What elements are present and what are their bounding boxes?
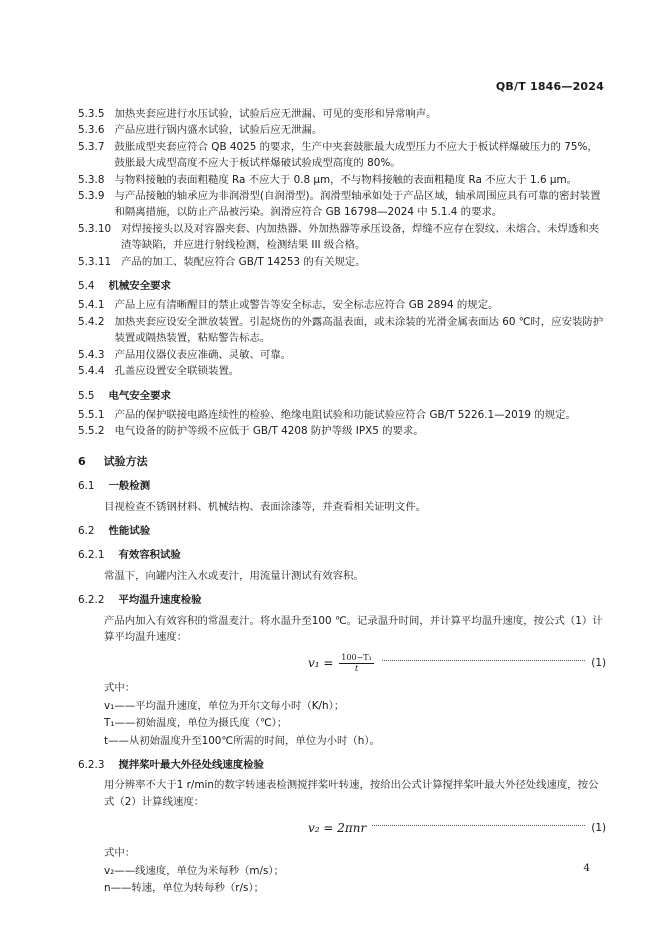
clause-number: 5.3.5 [78, 108, 105, 120]
section-6-2-1-body: 常温下，向罐内注入水或麦汁，用流量计测试有效容积。 [104, 569, 364, 582]
clause-5-4-1 [78, 297, 606, 313]
clause-number: 5.3.7 [78, 140, 105, 153]
formula-1 [78, 650, 606, 676]
where-label: 式中： [104, 682, 136, 695]
clause-5-3-6 [78, 122, 606, 138]
clause-number: 5.4.4 [78, 365, 105, 378]
clause-5-5-1 [78, 407, 606, 423]
clause-number: 5.3.10 [78, 222, 112, 235]
clause-text: 产品应进行锅内盛水试验，试验后应无泄漏。 [114, 124, 323, 137]
section-number: 5.5 [78, 389, 95, 402]
clause-text: 与物料接触的表面粗糙度 Ra 不应大于 0.8 μm，不与物料接触的表面粗糙度 Ra 不应大于 1.6 μm。 [114, 173, 577, 186]
variable-definition: v₁——平均温升速度，单位为开尔文每小时（K/h）； [104, 699, 345, 712]
variable-definition: n——转速，单位为转每秒（r/s）； [104, 882, 265, 895]
formula-fraction [339, 653, 374, 674]
clause-5-3-10 [78, 221, 606, 254]
standard-code-header: QB/T 1846—2024 [495, 80, 604, 93]
clause-text: 加热夹套应设安全泄放装置。引起烧伤的外露高温表面，或未涂装的光滑金属表面达 60 ℃时，应安装防护装置或隔热装置，粘贴警告标志。 [114, 315, 604, 345]
section-title: 机械安全要求 [108, 280, 171, 293]
clause-text: 孔盖应设置安全联锁装置。 [114, 365, 240, 378]
formula-denominator: t [354, 663, 359, 673]
clause-5-3-11 [78, 254, 606, 270]
clause-number: 5.3.9 [78, 190, 105, 203]
section-number: 6.2.3 [78, 759, 105, 771]
formula-leader-dots [382, 660, 585, 661]
section-6-2-3-heading [78, 757, 606, 773]
chapter-6-heading [78, 454, 606, 470]
formula-number: (1) [591, 657, 606, 670]
clause-number: 5.3.11 [78, 255, 112, 268]
formula-lhs: v₁ = [308, 655, 334, 670]
section-5-5-heading [78, 388, 606, 404]
clause-text: 产品上应有清晰醒目的禁止或警告等安全标志，安全标志应符合 GB 2894 的规定。 [114, 299, 499, 312]
clause-text: 产品用仪器仪表应准确、灵敏、可靠。 [114, 348, 292, 361]
clause-text: 对焊接接头以及对容器夹套、内加热器、外加热器等承压设备，焊缝不应存在裂纹、未熔合、未焊透和夹渣等缺陷，并应进行射线检测，检测结果 III 级合格。 [121, 222, 600, 252]
formula-leader-dots [372, 825, 585, 826]
clause-number: 5.5.2 [78, 425, 105, 438]
clause-5-3-7 [78, 139, 606, 172]
clause-5-4-2 [78, 314, 606, 347]
formula-expression: v₂ = 2πnr [308, 821, 367, 836]
section-6-1-heading [78, 478, 606, 494]
where-label: 式中： [104, 847, 136, 860]
section-title: 平均温升速度检验 [118, 594, 202, 607]
clause-text: 电气设备的防护等级不应低于 GB/T 4208 防护等级 IPX5 的要求。 [114, 425, 424, 438]
variable-definition: v₂——线速度，单位为米每秒（m/s）； [104, 864, 285, 877]
formula-numerator: 100−T₁ [341, 652, 372, 662]
formula-2-variables [78, 845, 606, 896]
section-number: 6.2.1 [78, 549, 105, 562]
clause-number: 5.4.2 [78, 315, 105, 328]
section-6-1-body: 目视检查不锈钢材料、机械结构、表面涂漆等，并查看相关证明文件。 [104, 500, 427, 513]
clause-text: 与产品接触的轴承应为非润滑型(自润滑型)。润滑型轴承如处于产品区域，轴承周围应具有可靠的密封装置和隔离措施，以防止产品被污染。润滑应符合 GB 16798—2024 中 5.1.4 的要求。 [114, 190, 601, 219]
section-number: 6.1 [78, 480, 95, 493]
clause-text: 鼓胀成型夹套应符合 QB 4025 的要求，生产中夹套鼓胀最大成型压力不应大于板试样爆破压力的 75%，鼓胀最大成型高度不应大于板试样爆破试验成型高度的 80%。 [114, 140, 598, 170]
section-6-2-2-body: 产品内加入有效容积的常温麦汁。将水温升至100 ℃。记录温升时间，并计算平均温升速度，按公式（1）计算平均温升速度： [104, 614, 603, 643]
clause-text: 加热夹套应进行水压试验，试验后应无泄漏、可见的变形和异常响声。 [114, 108, 437, 120]
clause-5-4-3 [78, 347, 606, 363]
clause-5-5-2 [78, 423, 606, 439]
section-number: 5.4 [78, 280, 95, 293]
variable-definition: t——从初始温度升至100℃所需的时间，单位为小时（h）。 [104, 734, 380, 747]
page-content [78, 106, 606, 897]
clause-text: 产品的加工、装配应符合 GB/T 14253 的有关规定。 [121, 255, 366, 268]
clause-5-4-4 [78, 363, 606, 379]
section-number: 6.2 [78, 524, 95, 537]
section-title: 电气安全要求 [108, 389, 171, 402]
clause-number: 5.4.3 [78, 348, 105, 361]
section-5-4-heading [78, 278, 606, 294]
chapter-number: 6 [78, 454, 86, 468]
section-6-2-2-heading [78, 592, 606, 608]
clause-5-3-8 [78, 172, 606, 188]
section-title: 有效容积试验 [118, 549, 181, 562]
formula-expression [308, 653, 376, 674]
section-number: 6.2.2 [78, 594, 105, 607]
clause-number: 5.5.1 [78, 408, 105, 421]
formula-2 [78, 815, 606, 841]
section-6-2-heading [78, 523, 606, 539]
section-title: 搅拌桨叶最大外径处线速度检验 [118, 759, 264, 771]
section-title: 性能试验 [108, 524, 151, 537]
page-number: 4 [583, 862, 590, 874]
clause-5-3-9 [78, 188, 606, 221]
clause-number: 5.4.1 [78, 299, 105, 312]
chapter-title: 试验方法 [103, 454, 148, 468]
formula-1-variables [78, 680, 606, 749]
section-6-2-1-heading [78, 547, 606, 563]
section-title: 一般检测 [108, 480, 151, 493]
clause-5-3-5 [78, 106, 606, 122]
formula-number: (1) [591, 822, 606, 835]
variable-definition: T₁——初始温度，单位为摄氏度（℃）； [104, 717, 288, 730]
clause-number: 5.3.6 [78, 124, 105, 137]
section-6-2-3-body: 用分辨率不大于1 r/min的数字转速表检测搅拌桨叶转速，按给出公式计算搅拌桨叶最大外径处线速度，按公式（2）计算线速度： [104, 779, 599, 808]
clause-number: 5.3.8 [78, 173, 105, 186]
clause-text: 产品的保护联接电路连续性的检验、绝缘电阻试验和功能试验应符合 GB/T 5226.1—2019 的规定。 [114, 408, 576, 421]
